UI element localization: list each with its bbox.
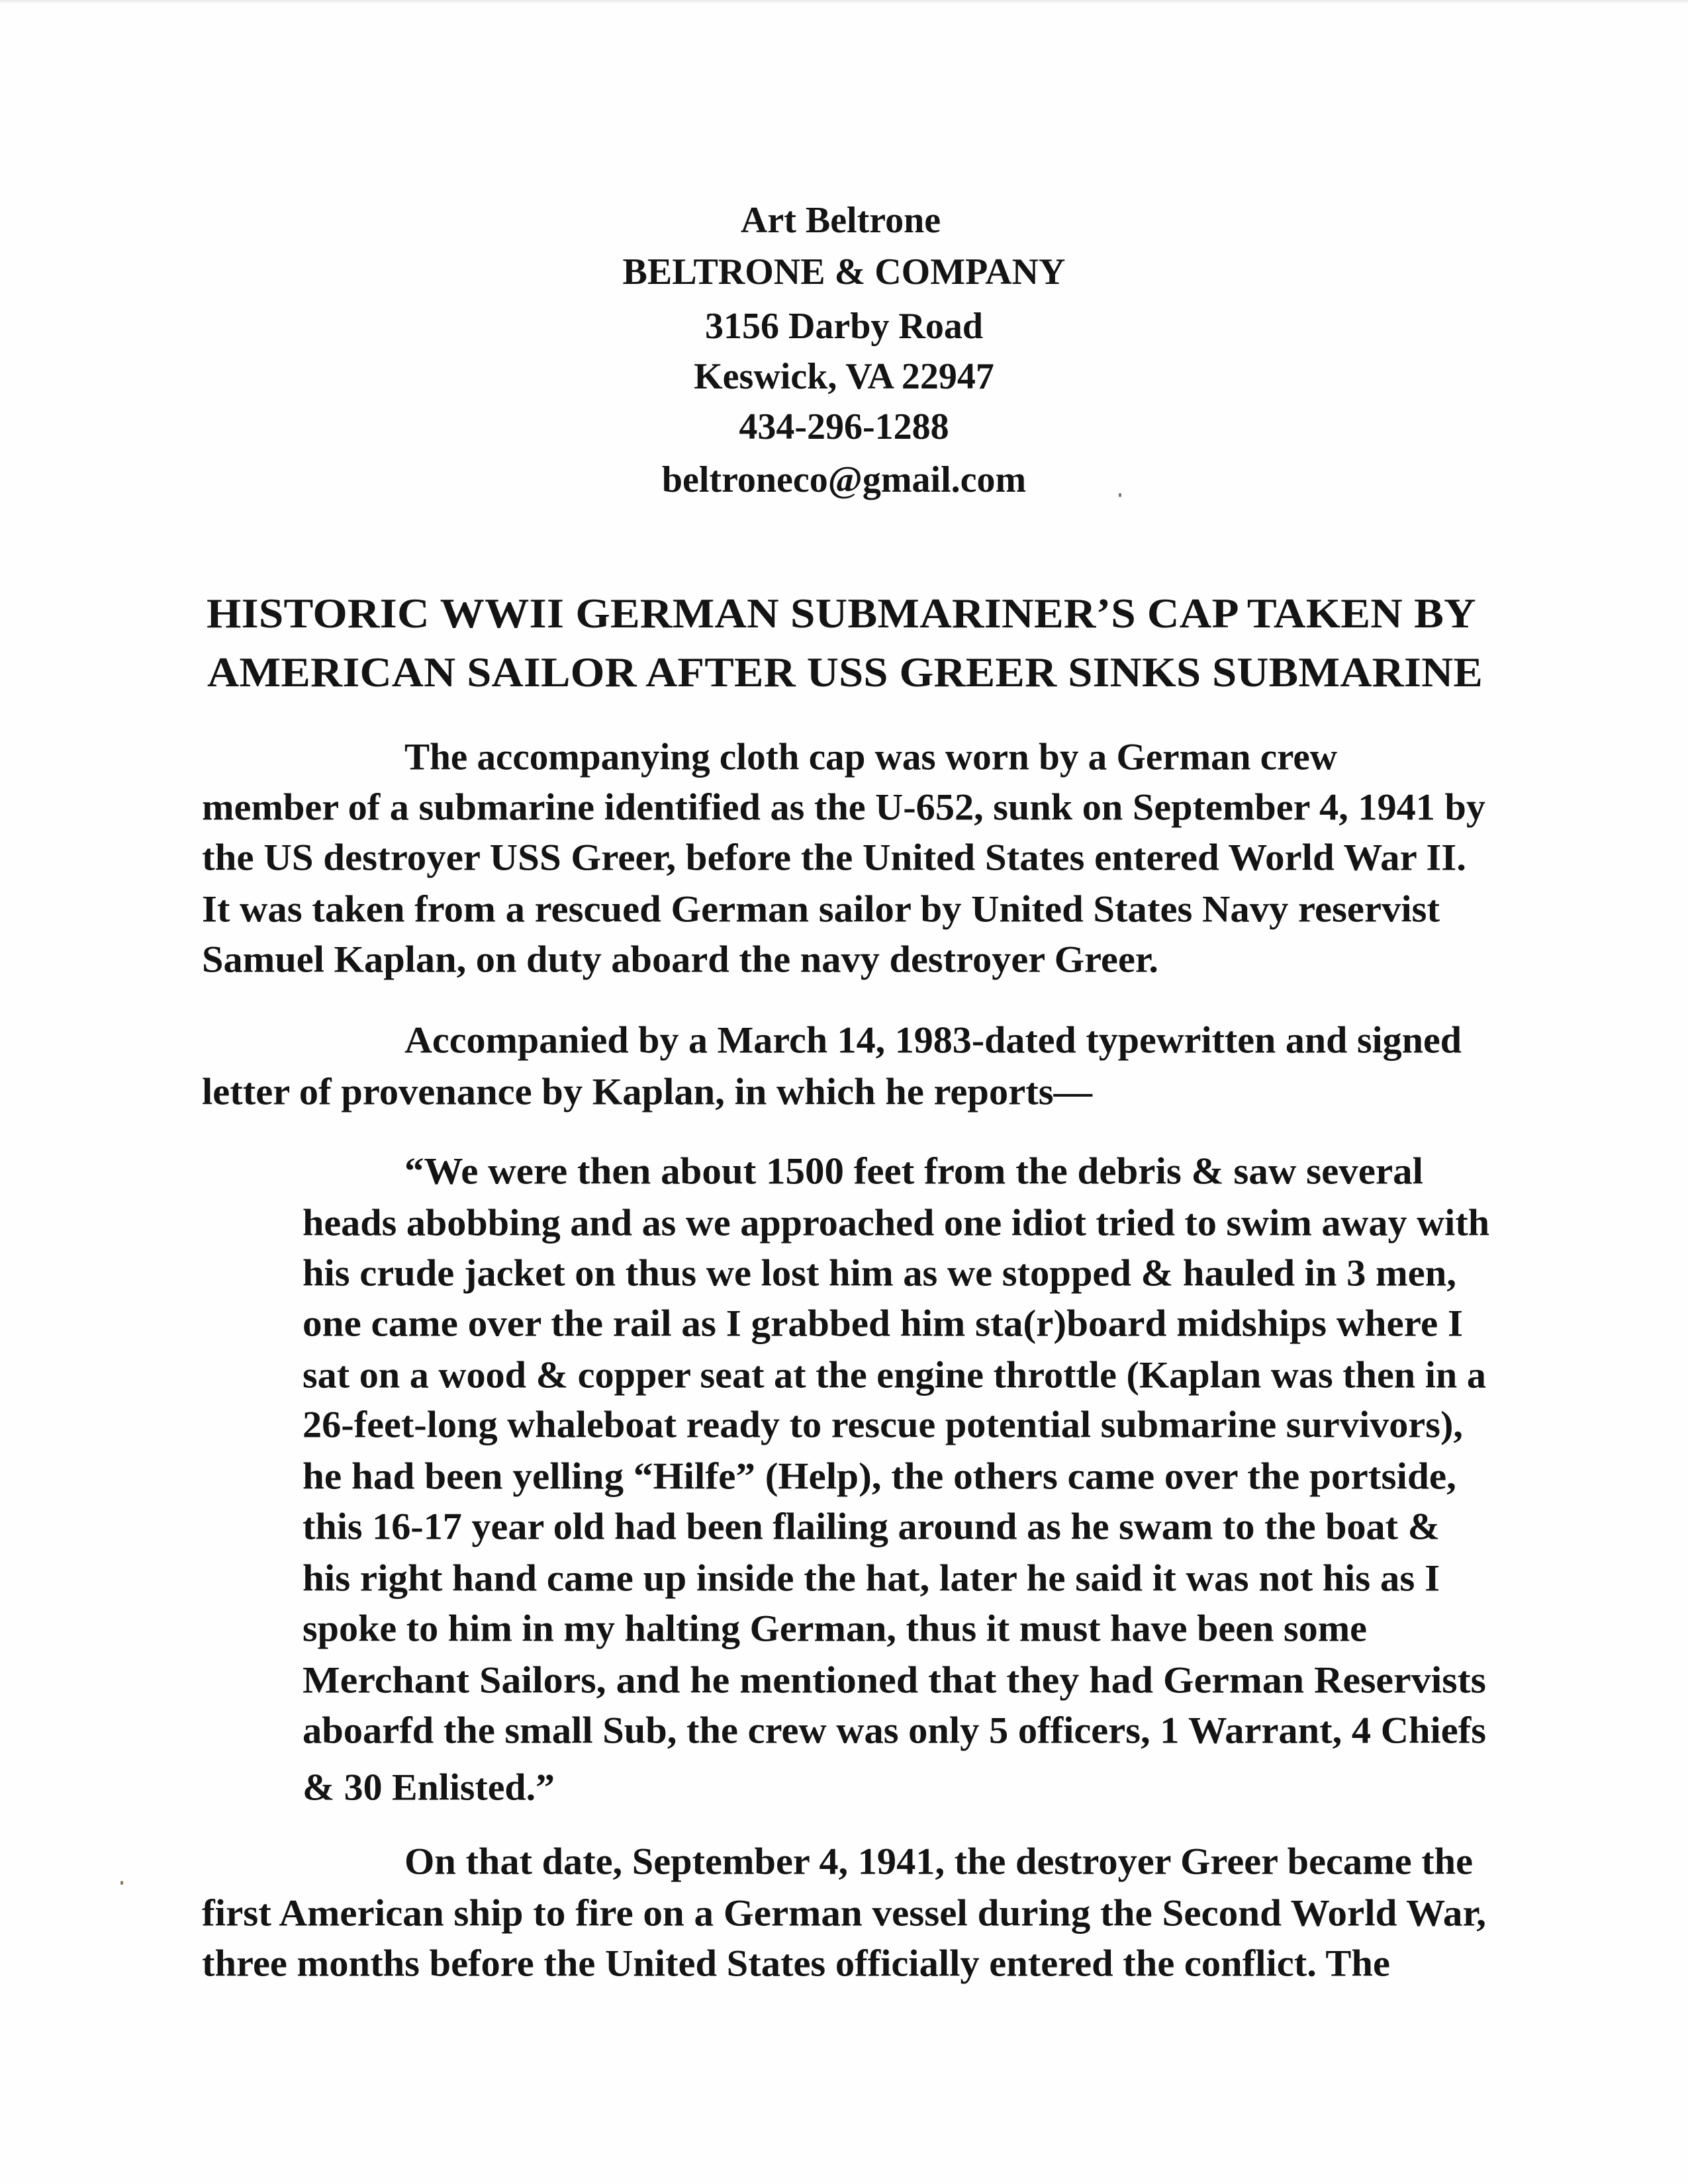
paragraph-line: letter of provenance by Kaplan, in which he reports— — [202, 1071, 1093, 1113]
paragraph-line: On that date, September 4, 1941, the destroyer Greer became the — [404, 1841, 1474, 1883]
paragraph-line: member of a submarine identified as the U-652, sunk on September 4, 1941 by — [202, 786, 1486, 829]
quote-line: sat on a wood & copper seat at the engine throttle (Kaplan was then in a — [303, 1354, 1486, 1396]
letterhead-company: BELTRONE & COMPANY — [622, 251, 1066, 293]
quote-line: Merchant Sailors, and he mentioned that they had German Reservists — [303, 1659, 1486, 1702]
paragraph-line: The accompanying cloth cap was worn by a German crew — [404, 736, 1338, 778]
document-title-line: AMERICAN SAILOR AFTER USS GREER SINKS SUBMARINE — [207, 649, 1483, 696]
letterhead-phone: 434-296-1288 — [739, 406, 949, 447]
paragraph-line: Accompanied by a March 14, 1983-dated typewritten and signed — [404, 1019, 1462, 1062]
quote-line: & 30 Enlisted.” — [303, 1766, 555, 1809]
scan-speck — [1119, 493, 1121, 497]
quote-line: his crude jacket on thus we lost him as we stopped & hauled in 3 men, — [303, 1252, 1456, 1295]
letterhead-street: 3156 Darby Road — [704, 306, 984, 347]
paragraph-line: first American ship to fire on a German vessel during the Second World War, — [202, 1892, 1487, 1934]
paragraph-line: the US destroyer USS Greer, before the United States entered World War II. — [202, 837, 1466, 879]
letterhead-email: beltroneco@gmail.com — [661, 459, 1027, 500]
quote-line: heads abobbing and as we approached one idiot tried to swim away with — [303, 1202, 1490, 1244]
quote-line: spoke to him in my halting German, thus it must have been some — [303, 1608, 1367, 1650]
quote-line: “We were then about 1500 feet from the debris & saw several — [404, 1150, 1424, 1193]
paragraph-line: It was taken from a rescued German sailor by United States Navy reservist — [202, 888, 1440, 931]
quote-line: he had been yelling “Hilfe” (Help), the others came over the portside, — [303, 1455, 1456, 1498]
quote-line: 26-feet-long whaleboat ready to rescue potential submarine survivors), — [303, 1404, 1463, 1446]
paragraph-line: three months before the United States officially entered the conflict. The — [202, 1942, 1390, 1985]
letterhead-city: Keswick, VA 22947 — [694, 356, 994, 397]
paragraph-line: Samuel Kaplan, on duty aboard the navy destroyer Greer. — [202, 938, 1159, 981]
letterhead-name: Art Beltrone — [740, 200, 941, 241]
scan-speck — [120, 1881, 123, 1885]
quote-line: aboarfd the small Sub, the crew was only 5 officers, 1 Warrant, 4 Chiefs — [303, 1709, 1486, 1752]
quote-line: his right hand came up inside the hat, later he said it was not his as I — [303, 1557, 1440, 1600]
scan-edge — [0, 0, 1688, 4]
quote-line: one came over the rail as I grabbed him sta(r)board midships where I — [303, 1302, 1464, 1345]
document-title-line: HISTORIC WWII GERMAN SUBMARINER’S CAP TAKEN BY — [207, 590, 1476, 637]
quote-line: this 16-17 year old had been flailing around as he swam to the boat & — [303, 1506, 1440, 1548]
